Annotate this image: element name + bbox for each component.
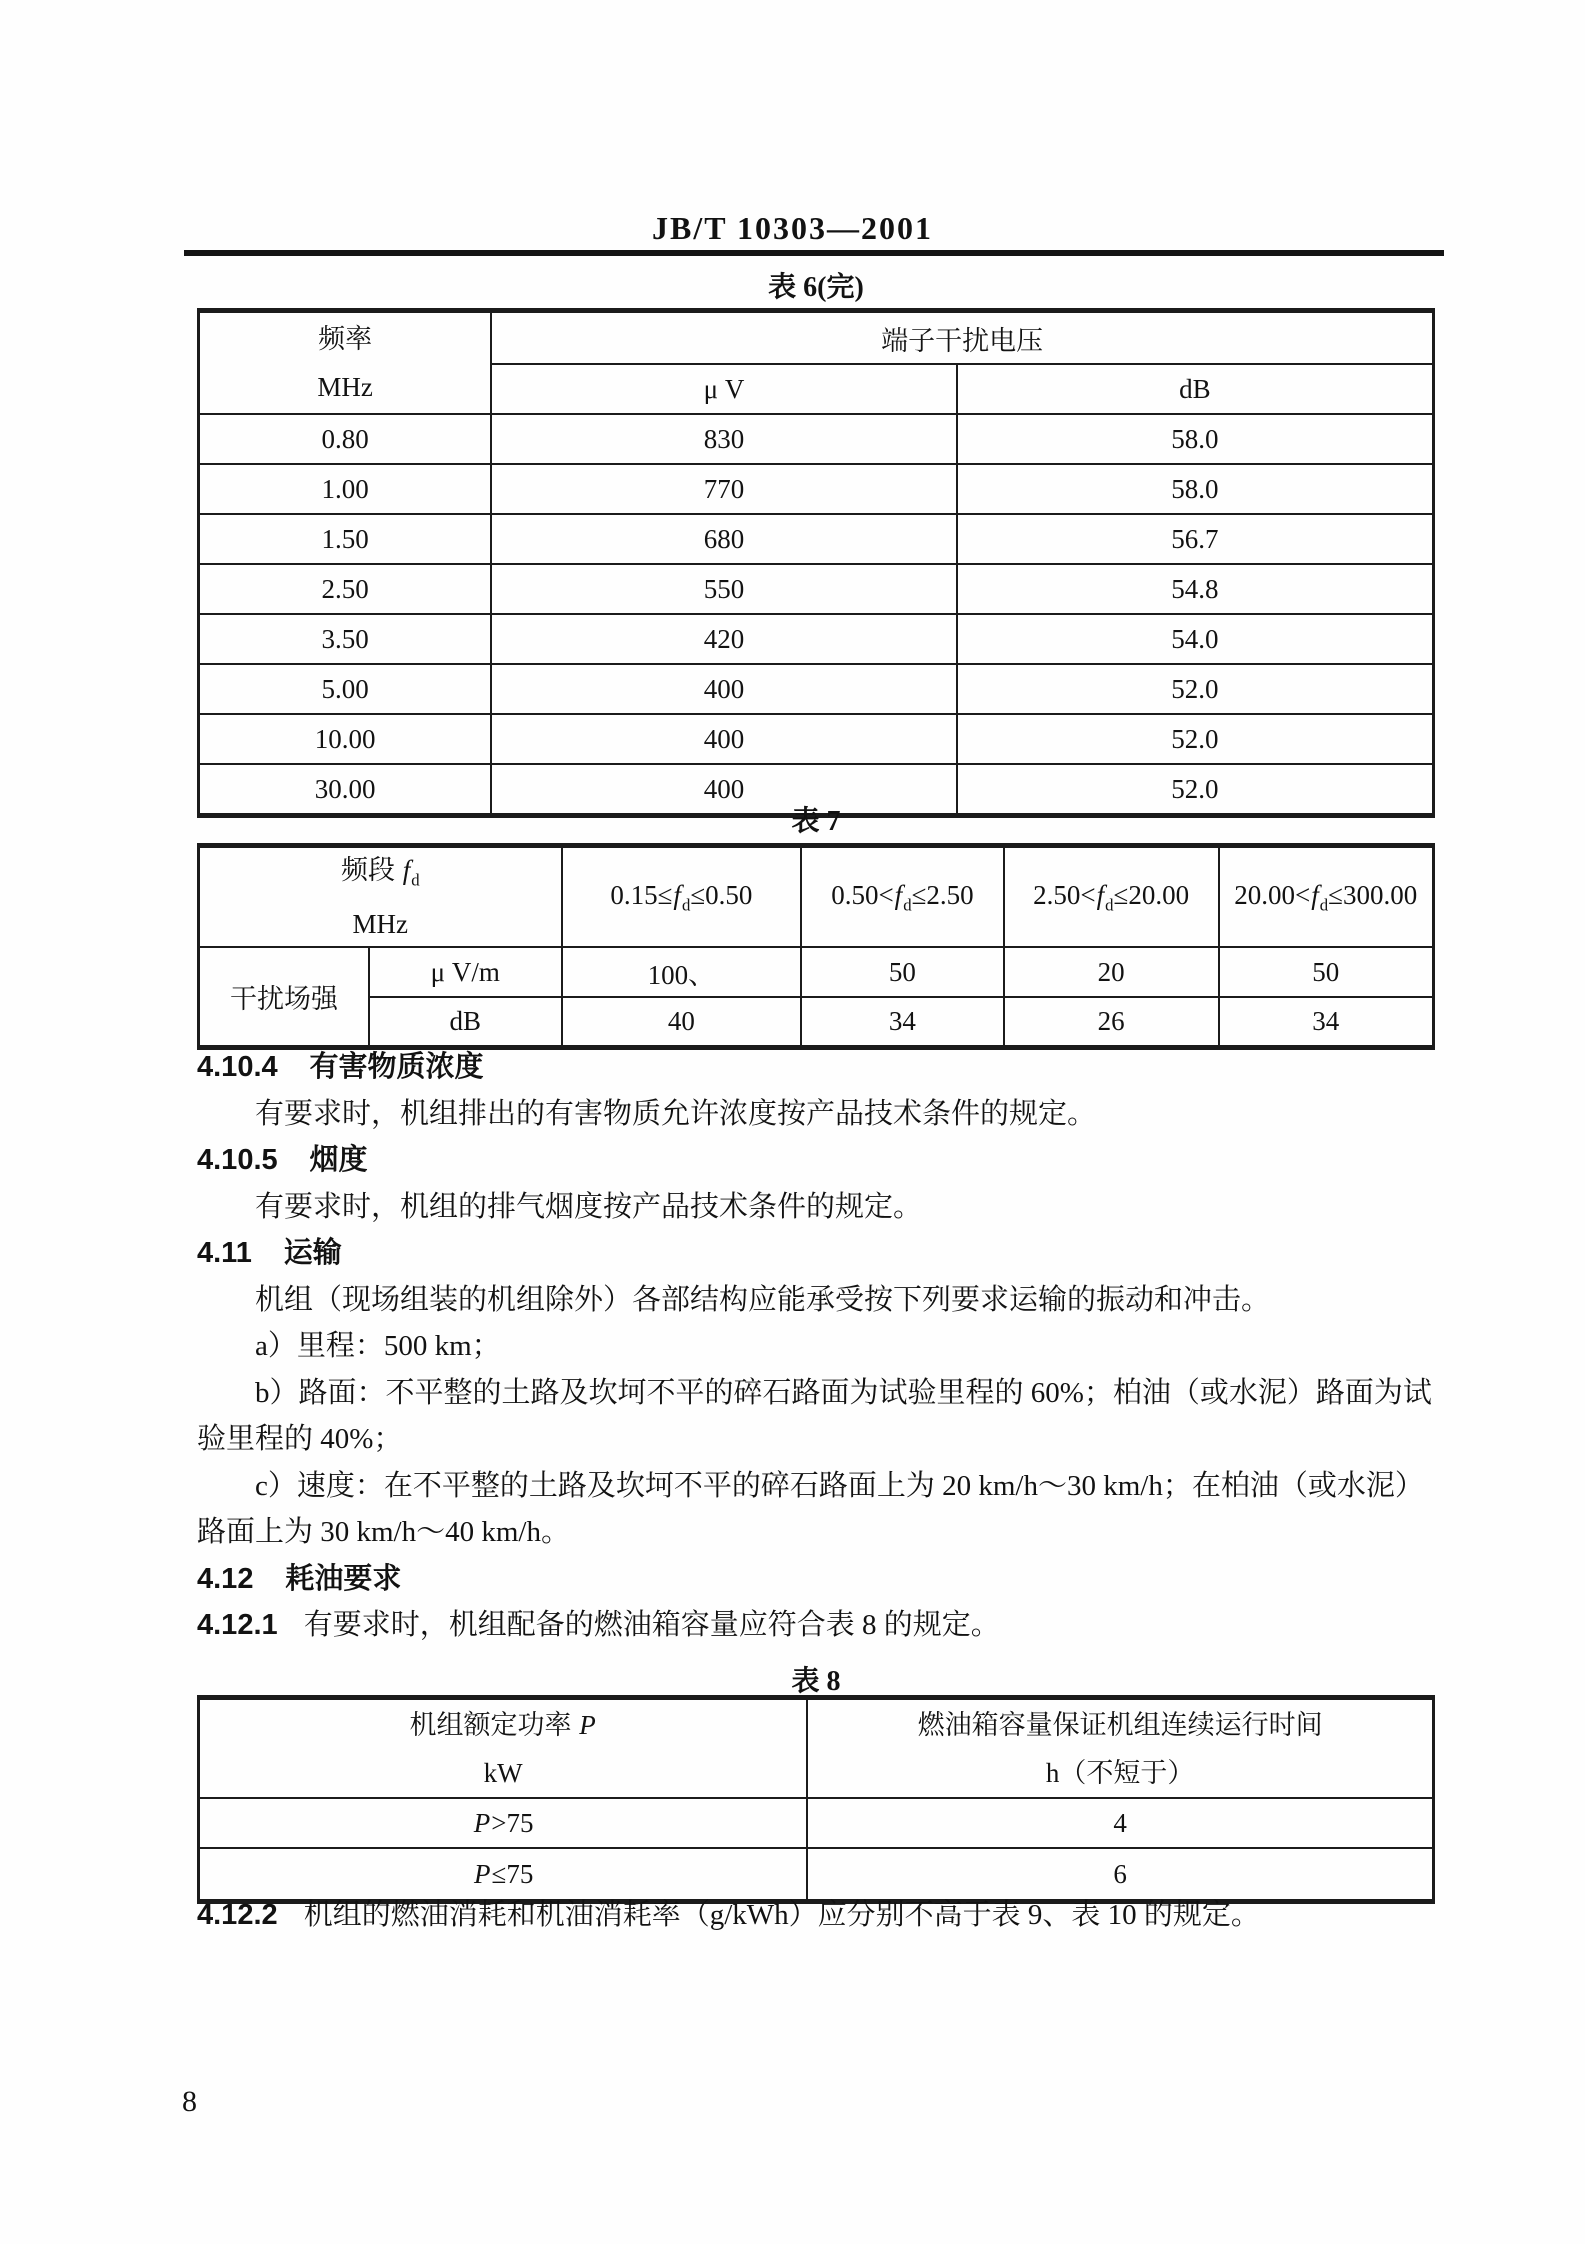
list-item-c: c）速度：在不平整的土路及坎坷不平的碎石路面上为 20 km/h～30 km/h；在柏油（或水泥）路面上为 30 km/h～40 km/h。 <box>197 1469 1424 1548</box>
table7-band-header-cell <box>199 846 562 948</box>
table8-caption: 表 8 <box>791 1666 841 1697</box>
table-cell: 34 <box>801 997 1004 1048</box>
table-cell: 1.00 <box>199 464 492 514</box>
list-item-b: b）路面：不平整的土路及坎坷不平的碎石路面为试验里程的 60%；柏油（或水泥）路面为试验里程的 40%； <box>197 1376 1432 1455</box>
table-cell: 52.0 <box>957 764 1434 816</box>
table-cell: P≤75 <box>199 1848 808 1902</box>
section-number: 4.12 <box>197 1562 254 1595</box>
table-cell: 2.50 <box>199 564 492 614</box>
table8-fuel-tank-capacity <box>197 1695 1435 1904</box>
table-cell: 6 <box>807 1848 1433 1902</box>
table-cell: 20 <box>1004 947 1219 997</box>
table7-range-header: $2.50<f_d\le 20.00$ <box>1004 846 1219 948</box>
section-heading-4-10-5 <box>197 1137 1435 1184</box>
header-rule <box>184 250 1444 256</box>
table-row <box>199 464 1434 514</box>
section-number: 4.12.1 <box>197 1609 278 1641</box>
section-title: 运输 <box>283 1237 342 1269</box>
table-row <box>199 947 1434 997</box>
table-cell: 54.0 <box>957 614 1434 664</box>
clause-text-block <box>197 1044 1435 1649</box>
table7-rowgroup-label: 干扰场强 <box>199 947 369 1048</box>
table-row <box>199 1798 1434 1848</box>
table-cell: P>75 <box>199 1798 808 1848</box>
table6-terminal-interference-voltage <box>197 308 1435 818</box>
table6-frequency-header-cell <box>199 311 492 415</box>
paragraph: 有要求时，机组的排气烟度按产品技术条件的规定。 <box>255 1190 923 1223</box>
section-heading-4-10-4 <box>197 1044 1435 1091</box>
table-cell: 26 <box>1004 997 1219 1048</box>
table-cell: 420 <box>491 614 957 664</box>
table-cell: 1.50 <box>199 514 492 564</box>
table7-range-header: $0.50<f_d\le 2.50$ <box>801 846 1004 948</box>
section-title: 耗油要求 <box>285 1562 402 1595</box>
section-title: 有害物质浓度 <box>309 1051 484 1083</box>
table7-range-header: $0.15\le f_d\le 0.50$ <box>562 846 802 948</box>
table6-span-header-cell: 端子干扰电压 <box>491 311 1433 365</box>
table-cell: 100、 <box>562 947 802 997</box>
table-cell: 400 <box>491 764 957 816</box>
section-number: 4.10.5 <box>197 1144 278 1176</box>
table8-capacity-label: 燃油箱容量保证机组连续运行时间 <box>917 1709 1323 1740</box>
section-number: 4.10.4 <box>197 1051 278 1083</box>
table-cell: 0.80 <box>199 414 492 464</box>
section-number: 4.12.2 <box>197 1899 278 1931</box>
table-cell: 52.0 <box>957 664 1434 714</box>
table8-power-header-cell <box>199 1698 808 1799</box>
table8-power-label: 机组额定功率 P <box>409 1709 596 1740</box>
table-cell: 400 <box>491 714 957 764</box>
clause-text: 有要求时，机组配备的燃油箱容量应符合表 8 的规定。 <box>303 1609 1000 1641</box>
clause-4-12-2 <box>197 1892 1497 1939</box>
list-item-a: a）里程：500 km； <box>255 1330 501 1362</box>
table8-header-row <box>199 1698 1434 1799</box>
section-title: 烟度 <box>309 1144 368 1176</box>
table-cell: 58.0 <box>957 414 1434 464</box>
table7-interference-field-strength <box>197 843 1435 1050</box>
table-cell: 54.8 <box>957 564 1434 614</box>
table7-header-row <box>199 846 1434 948</box>
table-cell: 50 <box>1219 947 1434 997</box>
table-cell: 58.0 <box>957 464 1434 514</box>
section-heading-4-12 <box>197 1556 1435 1603</box>
page-number: 8 <box>182 2085 197 2118</box>
clause-text: 机组的燃油消耗和机油消耗率（g/kWh）应分别不高于表 9、表 10 的规定。 <box>303 1899 1260 1931</box>
table8-capacity-unit: h（不短于） <box>1045 1757 1195 1788</box>
table6-uv-header-cell: μ V <box>491 364 957 414</box>
table-row <box>199 664 1434 714</box>
table-cell: 50 <box>801 947 1004 997</box>
table-cell: 550 <box>491 564 957 614</box>
table7-range-header: $20.00<f_d\le 300.00$ <box>1219 846 1434 948</box>
table6-frequency-label: 频率 <box>318 324 373 354</box>
table-row <box>199 514 1434 564</box>
table-cell: 680 <box>491 514 957 564</box>
clause-4-12-1 <box>197 1602 1435 1649</box>
table-cell: 830 <box>491 414 957 464</box>
table8-capacity-header-cell <box>807 1698 1433 1799</box>
section-number: 4.11 <box>197 1237 252 1269</box>
table7-band-unit: MHz <box>352 909 409 940</box>
table-row <box>199 614 1434 664</box>
table7-unit-cell: μ V/m <box>369 947 562 997</box>
paragraph: 机组（现场组装的机组除外）各部结构应能承受按下列要求运输的振动和冲击。 <box>255 1283 1271 1316</box>
table-cell: 52.0 <box>957 714 1434 764</box>
table6-db-header-cell: dB <box>957 364 1434 414</box>
table8-power-unit: kW <box>483 1757 523 1788</box>
table6-header-row1 <box>199 311 1434 365</box>
table-cell: 3.50 <box>199 614 492 664</box>
document-number-header: JB/T 10303—2001 <box>652 210 933 246</box>
table-row <box>199 997 1434 1048</box>
section-heading-4-11 <box>197 1230 1435 1277</box>
table-row <box>199 714 1434 764</box>
paragraph: 有要求时，机组排出的有害物质允许浓度按产品技术条件的规定。 <box>255 1097 1097 1130</box>
table-cell: 400 <box>491 664 957 714</box>
table7-unit-cell: dB <box>369 997 562 1048</box>
table-cell: 56.7 <box>957 514 1434 564</box>
table-cell: 770 <box>491 464 957 514</box>
table-cell: 30.00 <box>199 764 492 816</box>
table-cell: 4 <box>807 1798 1433 1848</box>
table-row <box>199 564 1434 614</box>
table6-frequency-unit: MHz <box>317 372 373 402</box>
table7-caption: 表 7 <box>791 806 841 837</box>
table-cell: 10.00 <box>199 714 492 764</box>
table-cell: 40 <box>562 997 802 1048</box>
table7-band-label: 频段 $f_d$ <box>340 855 420 890</box>
table6-caption: 表 6(完) <box>768 272 864 303</box>
table-row <box>199 414 1434 464</box>
table-cell: 34 <box>1219 997 1434 1048</box>
table-cell: 5.00 <box>199 664 492 714</box>
